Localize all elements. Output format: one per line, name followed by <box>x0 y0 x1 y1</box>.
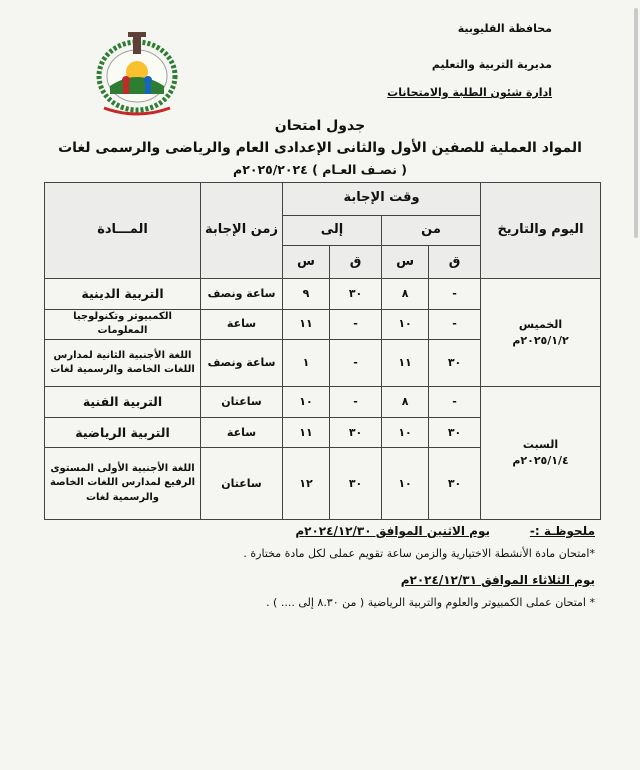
to-q: - <box>330 387 382 418</box>
header-answer-time: وقت الإجابة <box>283 183 481 216</box>
to-s: ١ <box>283 340 330 387</box>
doc-subtitle: المواد العملية للصفين الأول والثانى الإعدادى العام والرياضى والرسمى لغات <box>58 140 582 156</box>
from-s: ٨ <box>382 387 429 418</box>
from-q: ٣٠ <box>429 340 481 387</box>
day-date-cell <box>481 278 601 386</box>
to-q: - <box>330 340 382 387</box>
governorate-name: محافظة القليوبية <box>457 22 552 35</box>
to-q: ٣٠ <box>330 278 382 309</box>
to-q: - <box>330 309 382 340</box>
from-s: ٨ <box>382 278 429 309</box>
doc-term: ( نصـف العـام ) ٢٠٢٥/٢٠٢٤م <box>233 162 407 177</box>
table-row <box>45 278 601 309</box>
from-s: ١٠ <box>382 309 429 340</box>
header-day-date: اليوم والتاريخ <box>481 183 601 279</box>
from-q: ٣٠ <box>429 448 481 520</box>
duration: ساعتان <box>201 448 283 520</box>
doc-title: جدول امتحان <box>274 118 366 134</box>
to-s: ١٢ <box>283 448 330 520</box>
day-name: الخميس <box>518 317 563 331</box>
from-s: ١١ <box>382 340 429 387</box>
from-q: - <box>429 387 481 418</box>
header-duration: زمن الإجابة <box>201 183 283 279</box>
to-q: ٣٠ <box>330 417 382 448</box>
note-date-2: يوم الثلاثاء الموافق ٢٠٢٤/١٢/٣١م <box>400 573 595 587</box>
header-to-q: ق <box>330 246 382 279</box>
exam-schedule-table <box>44 182 601 520</box>
from-q: - <box>429 309 481 340</box>
duration: ساعة ونصف <box>201 340 283 387</box>
from-q: ٣٠ <box>429 417 481 448</box>
day-name: السبت <box>522 438 559 452</box>
day-date: ٢٠٢٥/١/٢م <box>512 333 569 347</box>
department-name: ادارة شئون الطلبة والامتحانات <box>387 86 552 99</box>
duration: ساعة <box>201 417 283 448</box>
subject: التربية الرياضية <box>45 417 201 448</box>
day-date-cell <box>481 387 601 520</box>
subject: اللغة الأجنبية الثانية لمدارس اللغات الخاصة والرسمية لغات <box>45 340 201 387</box>
duration: ساعة ونصف <box>201 278 283 309</box>
header-from-q: ق <box>429 246 481 279</box>
subject: التربية الدينية <box>45 278 201 309</box>
header-subject: المـــادة <box>45 183 201 279</box>
note-date-1: يوم الاثنين الموافق ٢٠٢٤/١٢/٣٠م <box>295 524 490 538</box>
duration: ساعة <box>201 309 283 340</box>
header-from-s: س <box>382 246 429 279</box>
table-row <box>45 387 601 418</box>
from-q: - <box>429 278 481 309</box>
header-from: من <box>382 215 481 246</box>
duration: ساعتان <box>201 387 283 418</box>
header-to: إلى <box>283 215 382 246</box>
to-s: ١١ <box>283 309 330 340</box>
to-s: ٩ <box>283 278 330 309</box>
subject: التربية الفنية <box>45 387 201 418</box>
directorate-emblem-icon <box>92 28 182 118</box>
header-to-s: س <box>283 246 330 279</box>
from-s: ١٠ <box>382 448 429 520</box>
day-date: ٢٠٢٥/١/٤م <box>512 454 569 468</box>
notes-label: ملحوظـة :- <box>529 524 595 538</box>
to-s: ١٠ <box>283 387 330 418</box>
note-line-2: * امتحان عملى الكمبيوتر والعلوم والتربية الرياضية ( من ٨.٣٠ إلى .... ) . <box>266 596 595 609</box>
from-s: ١٠ <box>382 417 429 448</box>
to-q: ٣٠ <box>330 448 382 520</box>
to-s: ١١ <box>283 417 330 448</box>
subject: اللغة الأجنبية الأولى المستوى الرفيع لمدارس اللغات الخاصة والرسمية لغات <box>45 448 201 520</box>
subject: الكمبيوتر وتكنولوجيا المعلومات <box>45 309 201 340</box>
directorate-name: مديرية التربية والتعليم <box>431 58 552 71</box>
note-line-1: *امتحان مادة الأنشطة الاختيارية والزمن ساعة تقويم عملى لكل مادة مختارة . <box>243 547 595 560</box>
